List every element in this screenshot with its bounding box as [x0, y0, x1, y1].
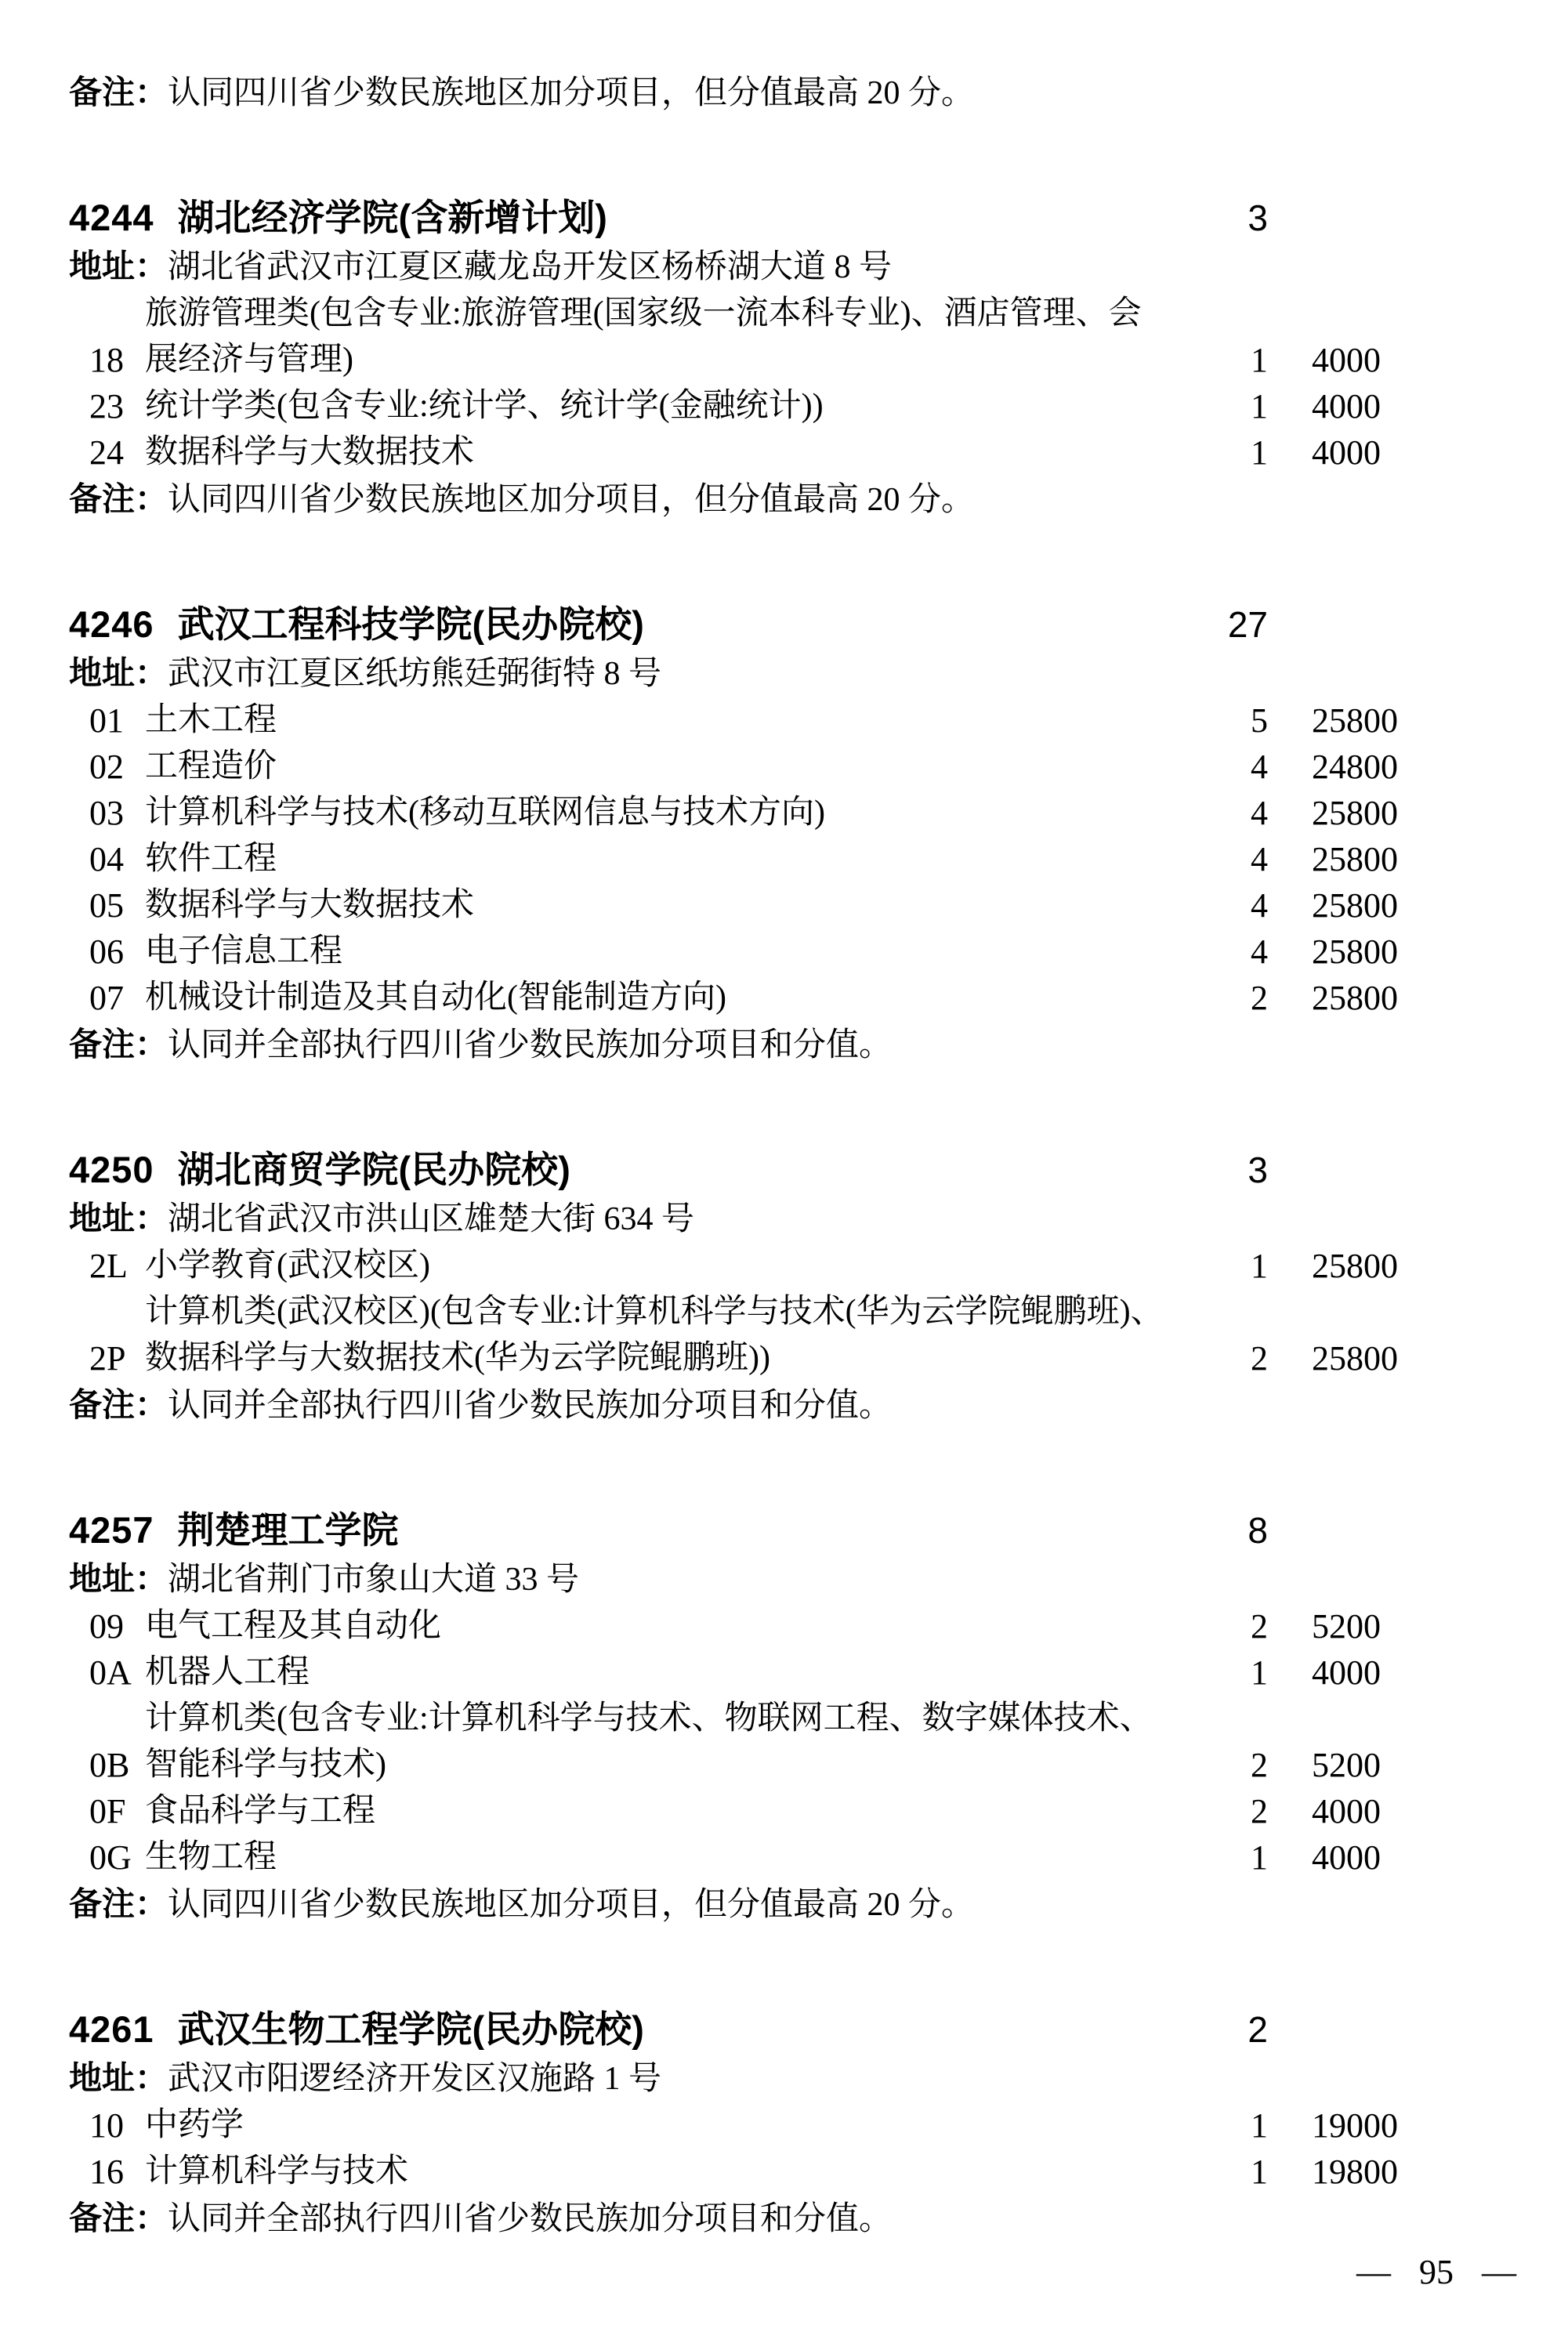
- program-no: 03: [89, 794, 124, 832]
- program-name: 机械设计制造及其自动化(智能制造方向): [145, 979, 726, 1016]
- note-row: [69, 1381, 1568, 1429]
- program-no: 05: [89, 886, 124, 925]
- program-name: 软件工程: [145, 841, 277, 877]
- program-no: 2P: [89, 1339, 126, 1378]
- program-fee: 25800: [1312, 1247, 1398, 1285]
- program-quota: 1: [1251, 2153, 1268, 2191]
- note-text: 认同四川省少数民族地区加分项目，但分值最高 20 分。: [168, 1887, 975, 1923]
- program-row: [69, 744, 1568, 790]
- note-text: 认同四川省少数民族地区加分项目，但分值最高 20 分。: [168, 482, 975, 518]
- section-title: [69, 1145, 1164, 1195]
- note-label: 备注：: [69, 1026, 168, 1063]
- program-no: 2L: [89, 1247, 128, 1285]
- section-code: 4257: [69, 1509, 154, 1551]
- section-code: 4250: [69, 1149, 154, 1190]
- program-no: 24: [89, 433, 124, 472]
- section-title: [69, 193, 1164, 243]
- program-row: [69, 1788, 1568, 1834]
- program-name: 机器人工程: [145, 1654, 310, 1690]
- section-plan-count: 2: [1248, 2009, 1268, 2050]
- program-list: [69, 697, 1568, 1021]
- program-no: 18: [89, 341, 124, 379]
- section-name: 湖北经济学院(含新增计划): [177, 197, 607, 238]
- program-fee: 25800: [1312, 701, 1398, 740]
- program-no: 02: [89, 748, 124, 786]
- program-row: [69, 882, 1568, 929]
- program-row: [69, 1834, 1568, 1881]
- program-quota: 4: [1251, 932, 1268, 971]
- address-label: 地址：: [69, 2059, 168, 2096]
- program-name: 计算机类(武汉校区)(包含专业:计算机科学与技术(华为云学院鲲鹏班)、数据科学与大数据技术(华为云学院鲲鹏班)): [145, 1294, 1164, 1376]
- address-value: 武汉市阳逻经济开发区汉施路 1 号: [168, 2061, 662, 2097]
- section-header-row: [69, 1145, 1568, 1195]
- program-fee: 24800: [1312, 748, 1398, 786]
- note-label: 备注：: [69, 1885, 168, 1922]
- top-note-label: 备注：: [69, 74, 168, 110]
- program-fee: 4000: [1312, 387, 1381, 425]
- program-quota: 1: [1251, 341, 1268, 379]
- program-no: 06: [89, 932, 124, 971]
- note-row: [69, 476, 1568, 523]
- program-quota: 2: [1251, 979, 1268, 1017]
- program-name: 电子信息工程: [145, 933, 343, 969]
- program-list: [69, 1603, 1568, 1881]
- section-title: [69, 2004, 1164, 2055]
- program-quota: 4: [1251, 840, 1268, 878]
- program-fee: 19000: [1312, 2106, 1398, 2145]
- program-no: 16: [89, 2153, 124, 2191]
- program-list: [69, 1243, 1568, 1381]
- program-fee: 5200: [1312, 1746, 1381, 1784]
- address-row: [69, 2055, 1568, 2102]
- program-no: 10: [89, 2106, 124, 2145]
- section-header-row: [69, 2004, 1568, 2055]
- section-name: 武汉工程科技学院(民办院校): [177, 603, 644, 645]
- section-title: [69, 599, 1164, 650]
- address-label: 地址：: [69, 1560, 168, 1597]
- top-note: [69, 69, 1568, 117]
- section-code: 4244: [69, 197, 154, 238]
- page-number: 95: [1419, 2253, 1454, 2291]
- program-no: 23: [89, 387, 124, 425]
- note-label: 备注：: [69, 2200, 168, 2236]
- footer-right-dash: —: [1482, 2253, 1516, 2291]
- address-value: 湖北省武汉市江夏区藏龙岛开发区杨桥湖大道 8 号: [168, 249, 893, 285]
- address-value: 湖北省武汉市洪山区雄楚大街 634 号: [168, 1201, 695, 1237]
- program-name: 电气工程及其自动化: [145, 1608, 442, 1644]
- program-quota: 1: [1251, 387, 1268, 425]
- section-plan-count: 3: [1248, 197, 1268, 238]
- program-row: [69, 2102, 1568, 2149]
- program-row: [69, 2149, 1568, 2195]
- program-fee: 19800: [1312, 2153, 1398, 2191]
- program-no: 07: [89, 979, 124, 1017]
- footer-left-dash: —: [1356, 2253, 1391, 2291]
- top-note-text: 认同四川省少数民族地区加分项目，但分值最高 20 分。: [168, 75, 975, 111]
- program-name: 数据科学与大数据技术: [145, 434, 475, 470]
- program-no: 0A: [89, 1653, 132, 1692]
- program-fee: 25800: [1312, 886, 1398, 925]
- program-list: [69, 2102, 1568, 2195]
- program-fee: 4000: [1312, 1653, 1381, 1692]
- program-no: 04: [89, 840, 124, 878]
- program-row: [69, 975, 1568, 1021]
- program-no: 0F: [89, 1792, 126, 1830]
- note-label: 备注：: [69, 1386, 168, 1423]
- program-fee: 25800: [1312, 979, 1398, 1017]
- address-label: 地址：: [69, 248, 168, 284]
- program-name: 计算机科学与技术: [145, 2153, 409, 2189]
- note-row: [69, 2195, 1568, 2243]
- section: [69, 193, 1568, 523]
- note-text: 认同并全部执行四川省少数民族加分项目和分值。: [168, 1027, 893, 1063]
- program-list: [69, 291, 1568, 476]
- section-name: 湖北商贸学院(民办院校): [177, 1149, 570, 1190]
- section-title: [69, 1505, 1164, 1555]
- section-header-row: [69, 1505, 1568, 1555]
- program-row: [69, 697, 1568, 744]
- program-row: [69, 1289, 1568, 1381]
- program-no: 0G: [89, 1838, 132, 1877]
- program-no: 01: [89, 701, 124, 740]
- program-row: [69, 383, 1568, 429]
- program-quota: 4: [1251, 886, 1268, 925]
- program-row: [69, 291, 1568, 383]
- program-quota: 5: [1251, 701, 1268, 740]
- program-name: 统计学类(包含专业:统计学、统计学(金融统计)): [145, 388, 824, 424]
- section: [69, 599, 1568, 1069]
- program-name: 土木工程: [145, 702, 277, 738]
- section-code: 4246: [69, 603, 154, 645]
- program-no: 09: [89, 1607, 124, 1646]
- address-value: 武汉市江夏区纸坊熊廷弼街特 8 号: [168, 656, 662, 692]
- program-row: [69, 1649, 1568, 1696]
- program-fee: 4000: [1312, 1792, 1381, 1830]
- section-header-row: [69, 193, 1568, 243]
- program-quota: 1: [1251, 433, 1268, 472]
- address-label: 地址：: [69, 654, 168, 691]
- program-quota: 2: [1251, 1746, 1268, 1784]
- program-name: 小学教育(武汉校区): [145, 1247, 430, 1284]
- program-row: [69, 790, 1568, 836]
- note-text: 认同并全部执行四川省少数民族加分项目和分值。: [168, 1388, 893, 1424]
- program-row: [69, 929, 1568, 975]
- section-code: 4261: [69, 2008, 154, 2050]
- program-quota: 2: [1251, 1607, 1268, 1646]
- program-name: 生物工程: [145, 1839, 277, 1875]
- note-row: [69, 1021, 1568, 1069]
- program-quota: 1: [1251, 1838, 1268, 1877]
- program-quota: 4: [1251, 794, 1268, 832]
- address-row: [69, 650, 1568, 697]
- program-name: 数据科学与大数据技术: [145, 887, 475, 923]
- program-name: 工程造价: [145, 748, 277, 784]
- program-row: [69, 1603, 1568, 1649]
- program-name: 旅游管理类(包含专业:旅游管理(国家级一流本科专业)、酒店管理、会展经济与管理): [145, 295, 1142, 378]
- section: [69, 1145, 1568, 1429]
- program-name: 计算机类(包含专业:计算机科学与技术、物联网工程、数字媒体技术、智能科学与技术): [145, 1700, 1153, 1783]
- sections: [69, 193, 1568, 2243]
- section-name: 荆楚理工学院: [177, 1509, 399, 1551]
- program-fee: 25800: [1312, 840, 1398, 878]
- page-footer: [1356, 2249, 1516, 2295]
- program-row: [69, 1696, 1568, 1788]
- program-fee: 5200: [1312, 1607, 1381, 1646]
- program-row: [69, 429, 1568, 476]
- section-header-row: [69, 599, 1568, 650]
- program-name: 中药学: [145, 2107, 244, 2143]
- program-no: 0B: [89, 1746, 130, 1784]
- address-value: 湖北省荆门市象山大道 33 号: [168, 1562, 580, 1598]
- program-fee: 25800: [1312, 1339, 1398, 1378]
- program-quota: 4: [1251, 748, 1268, 786]
- program-quota: 1: [1251, 1653, 1268, 1692]
- address-row: [69, 1555, 1568, 1603]
- program-fee: 4000: [1312, 433, 1381, 472]
- note-row: [69, 1881, 1568, 1928]
- section-plan-count: 27: [1227, 604, 1268, 645]
- program-quota: 2: [1251, 1339, 1268, 1378]
- note-label: 备注：: [69, 480, 168, 517]
- section: [69, 2004, 1568, 2243]
- program-name: 食品科学与工程: [145, 1793, 376, 1829]
- program-quota: 1: [1251, 2106, 1268, 2145]
- section-name: 武汉生物工程学院(民办院校): [177, 2008, 644, 2050]
- program-fee: 25800: [1312, 932, 1398, 971]
- section-plan-count: 8: [1248, 1510, 1268, 1551]
- address-row: [69, 243, 1568, 291]
- program-quota: 1: [1251, 1247, 1268, 1285]
- program-fee: 4000: [1312, 341, 1381, 379]
- program-row: [69, 1243, 1568, 1289]
- program-quota: 2: [1251, 1792, 1268, 1830]
- address-row: [69, 1195, 1568, 1243]
- note-text: 认同并全部执行四川省少数民族加分项目和分值。: [168, 2201, 893, 2237]
- section-plan-count: 3: [1248, 1150, 1268, 1190]
- program-name: 计算机科学与技术(移动互联网信息与技术方向): [145, 795, 825, 831]
- program-fee: 4000: [1312, 1838, 1381, 1877]
- program-fee: 25800: [1312, 794, 1398, 832]
- address-label: 地址：: [69, 1200, 168, 1237]
- program-row: [69, 836, 1568, 882]
- section: [69, 1505, 1568, 1928]
